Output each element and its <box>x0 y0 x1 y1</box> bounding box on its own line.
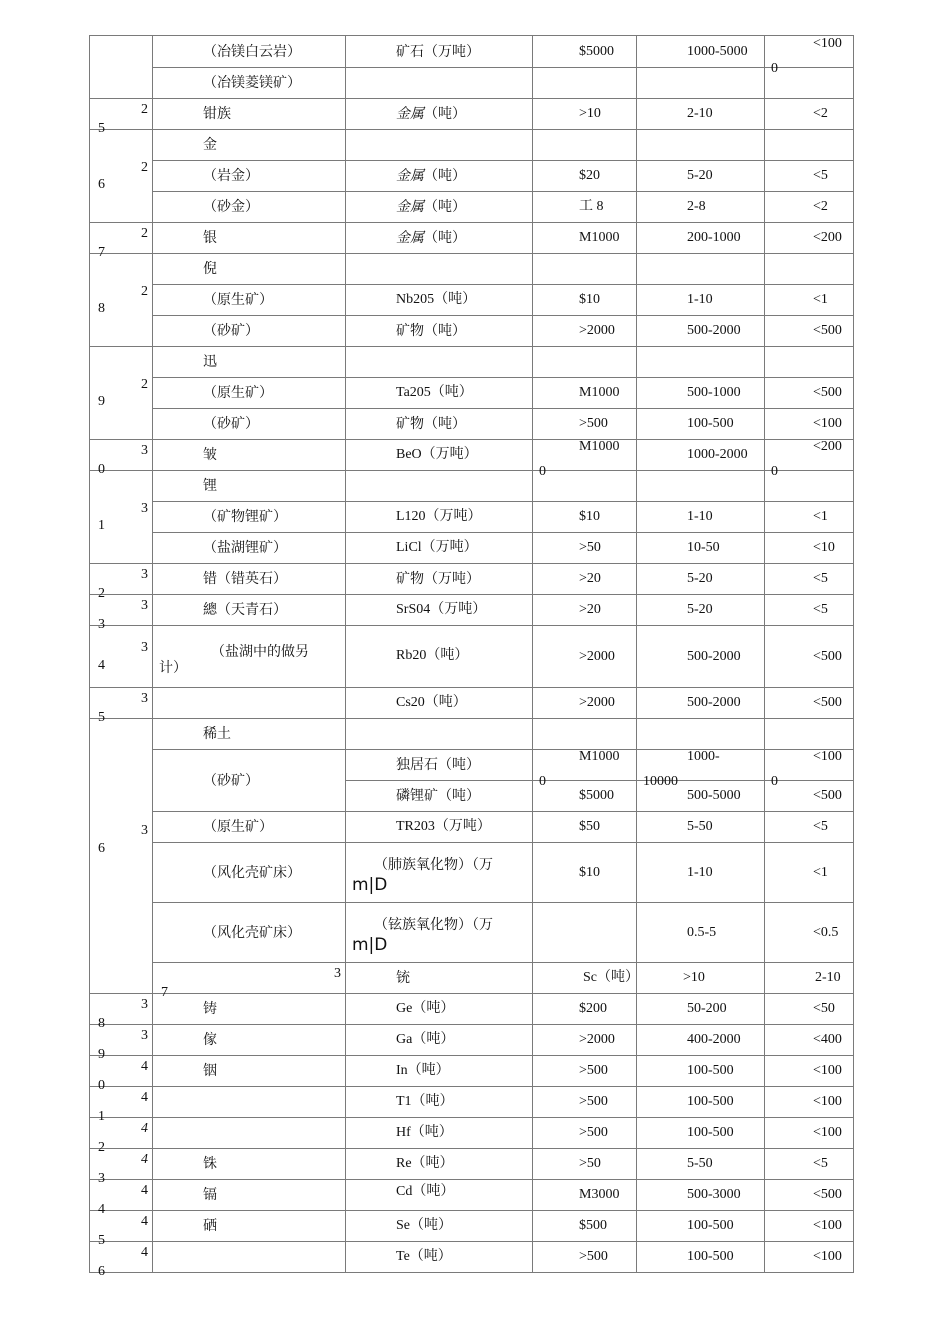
row-number-2: 4 <box>98 1202 105 1217</box>
unit-line2: m|D <box>352 934 388 955</box>
row-number-cell <box>90 99 153 136</box>
row-number-cell <box>90 254 153 347</box>
unit-cell: SrS04（万吨） <box>346 595 533 626</box>
large-scale: $10 <box>533 843 637 903</box>
row-number-cell <box>90 1180 153 1217</box>
mineral-name: 锂 <box>153 471 346 502</box>
mineral-name: 钳族 <box>153 99 346 130</box>
row-number-2: 7 <box>98 245 105 260</box>
table-row <box>90 719 854 750</box>
table-row <box>90 564 854 595</box>
mineral-name: 迅 <box>153 347 346 378</box>
row-number-cell <box>90 1211 153 1248</box>
table-row <box>90 963 854 994</box>
row-number-cell <box>90 719 153 994</box>
unit-cell: Hf（吨） <box>346 1118 533 1149</box>
row-number-2: 2 <box>98 1140 105 1155</box>
small-scale: <0.5 <box>765 903 854 963</box>
row-number: 3 <box>334 966 341 981</box>
row-number-cell <box>90 36 153 99</box>
mineral-name: 硒 <box>153 1211 346 1242</box>
large-scale: >10 <box>637 963 765 994</box>
medium-scale: 100-500 <box>637 409 765 440</box>
row-number-cell <box>90 564 153 601</box>
small-scale: <5 <box>765 564 854 595</box>
row-number-2: 1 <box>98 1109 105 1124</box>
small-value: <100 <box>813 749 842 764</box>
unit-cell: Te（吨） <box>346 1242 533 1273</box>
unit-cell: 磷锂矿（吨） <box>346 781 533 812</box>
small-scale: <500 <box>765 688 854 719</box>
mineral-name: 铳 <box>346 963 533 994</box>
unit-cell: 独居石（吨） <box>346 750 533 781</box>
table-row <box>90 688 854 719</box>
unit-cell: L120（万吨） <box>346 502 533 533</box>
table-row <box>90 843 854 903</box>
small-scale: <200 <box>765 223 854 254</box>
medium-scale: 1000-5000 <box>637 36 765 68</box>
medium-scale: 10-50 <box>637 533 765 564</box>
row-number: 3 <box>141 1028 148 1043</box>
table-row <box>90 1025 854 1056</box>
row-number-2: 8 <box>98 301 105 316</box>
large-value: M1000 <box>579 439 620 454</box>
row-number: 3 <box>141 640 148 655</box>
large-scale: $200 <box>533 994 637 1025</box>
mineral-name <box>153 1242 346 1273</box>
row-number-cell <box>90 1242 153 1279</box>
table-row <box>90 99 854 130</box>
mineral-name: （砂金） <box>153 192 346 223</box>
row-number: 3 <box>141 598 148 613</box>
large-scale: >2000 <box>533 316 637 347</box>
row-number-cell <box>90 223 153 260</box>
row-number-cell <box>90 688 153 725</box>
large-scale: >500 <box>533 1056 637 1087</box>
unit-cell: LiCl（万吨） <box>346 533 533 564</box>
small-scale: <500 <box>765 626 854 688</box>
medium-scale: 500-2000 <box>637 316 765 347</box>
row-number-2: 6 <box>98 841 105 856</box>
medium-value: 1000- <box>687 749 720 764</box>
row-number: 4 <box>141 1152 148 1167</box>
row-number: 2 <box>141 102 148 117</box>
unit-cell <box>346 903 533 963</box>
row-number-cell <box>153 963 346 1000</box>
medium-scale: 400-2000 <box>637 1025 765 1056</box>
unit-cell: Ta205（吨） <box>346 378 533 409</box>
table-row <box>90 812 854 843</box>
row-number: 2 <box>141 226 148 241</box>
mineral-name: 倪 <box>153 254 346 285</box>
row-number: 3 <box>141 691 148 706</box>
mineral-name: （盐湖锂矿） <box>153 533 346 564</box>
large-scale: >2000 <box>533 688 637 719</box>
table-row <box>90 440 854 471</box>
row-number: 3 <box>141 443 148 458</box>
medium-scale: 1000-2000 <box>637 440 765 471</box>
row-number: 2 <box>141 160 148 175</box>
table-row <box>90 1087 854 1118</box>
large-scale: >2000 <box>533 1025 637 1056</box>
table-row <box>90 994 854 1025</box>
medium-scale: 2-10 <box>765 963 854 994</box>
mineral-name: （原生矿） <box>153 378 346 409</box>
small-scale: <500 <box>765 378 854 409</box>
unit-cell: Re（吨） <box>346 1149 533 1180</box>
row-number-cell <box>90 1118 153 1155</box>
unit-cell: 矿石（万吨） <box>346 36 533 68</box>
row-number-cell <box>90 347 153 440</box>
small-value: <100 <box>813 35 842 51</box>
medium-scale: 500-2000 <box>637 688 765 719</box>
small-scale: <100 <box>765 1087 854 1118</box>
small-scale: <100 <box>765 409 854 440</box>
row-number-cell <box>90 471 153 564</box>
large-scale <box>533 439 637 479</box>
mineral-name: 银 <box>153 223 346 254</box>
small-scale: <500 <box>765 316 854 347</box>
row-number-2: 3 <box>98 1171 105 1186</box>
small-scale: <10 <box>765 533 854 564</box>
row-number-2: 6 <box>98 177 105 192</box>
small-scale: <100 <box>765 1056 854 1087</box>
mineral-name: 铸 <box>153 994 346 1025</box>
small-scale: <400 <box>765 1025 854 1056</box>
medium-scale: 5-20 <box>637 161 765 192</box>
large-scale: >50 <box>533 1149 637 1180</box>
medium-scale: 1-10 <box>637 843 765 903</box>
large-scale <box>533 749 637 789</box>
table-row <box>90 1211 854 1242</box>
unit-cell: In（吨） <box>346 1056 533 1087</box>
row-number-2: 0 <box>98 1078 105 1093</box>
row-number-2: 9 <box>98 1047 105 1062</box>
mineral-name: （风化壳矿床） <box>153 903 346 963</box>
medium-scale: 50-200 <box>637 994 765 1025</box>
mineral-name: （原生矿） <box>153 812 346 843</box>
large-scale: $10 <box>533 502 637 533</box>
row-number: 3 <box>141 823 148 838</box>
medium-scale: 1-10 <box>637 285 765 316</box>
mineral-name: 铟 <box>153 1056 346 1087</box>
row-number-2: 5 <box>98 710 105 725</box>
mineral-name-line2: 计） <box>159 659 187 676</box>
small-wrap: 0 <box>771 464 778 479</box>
medium-scale: 0.5-5 <box>637 903 765 963</box>
table-row <box>90 68 854 99</box>
large-scale: >50 <box>533 533 637 564</box>
table-row <box>90 903 854 963</box>
row-number: 4 <box>141 1214 148 1229</box>
unit-cell: 矿物（万吨） <box>346 564 533 595</box>
unit-cell: 矿物（吨） <box>346 316 533 347</box>
medium-scale: 100-500 <box>637 1211 765 1242</box>
mineral-name: （冶镁白云岩） <box>153 36 346 68</box>
row-number-cell <box>90 1025 153 1062</box>
mineral-name: 傢 <box>153 1025 346 1056</box>
mineral-name: （砂矿） <box>153 316 346 347</box>
small-scale: <100 <box>765 1211 854 1242</box>
small-scale <box>765 35 854 76</box>
unit-cell: 金属（吨） <box>346 99 533 130</box>
row-number: 4 <box>141 1121 148 1136</box>
small-scale <box>765 749 854 789</box>
row-number-2: 3 <box>98 617 105 632</box>
large-scale: >20 <box>533 595 637 626</box>
small-scale: <50 <box>765 994 854 1025</box>
table-row <box>90 502 854 533</box>
table-row <box>90 1242 854 1273</box>
unit-cell: BeO（万吨） <box>346 440 533 471</box>
large-scale: $50 <box>533 812 637 843</box>
unit-line2: m|D <box>352 874 388 895</box>
mineral-name <box>153 1087 346 1118</box>
large-scale: 工 8 <box>533 192 637 223</box>
large-scale: >20 <box>533 564 637 595</box>
row-number-2: 8 <box>98 1016 105 1031</box>
small-scale: <5 <box>765 812 854 843</box>
row-number-2: 6 <box>98 1264 105 1279</box>
medium-scale: 2-8 <box>637 192 765 223</box>
large-scale: >500 <box>533 409 637 440</box>
table-row <box>90 192 854 223</box>
medium-scale: 200-1000 <box>637 223 765 254</box>
medium-scale: 100-500 <box>637 1118 765 1149</box>
mineral-reserve-table <box>89 35 854 1279</box>
medium-scale: 500-1000 <box>637 378 765 409</box>
table-row <box>90 285 854 316</box>
large-scale: $5000 <box>533 781 637 812</box>
medium-scale: 5-50 <box>637 1149 765 1180</box>
medium-scale: 5-50 <box>637 812 765 843</box>
unit-cell: Ga（吨） <box>346 1025 533 1056</box>
unit-line1: （肺族氧化物）（万 <box>374 856 493 873</box>
unit-cell: Se（吨） <box>346 1211 533 1242</box>
small-scale: <5 <box>765 595 854 626</box>
small-scale: <1 <box>765 843 854 903</box>
small-value: <200 <box>813 439 842 454</box>
large-scale: M3000 <box>533 1180 637 1211</box>
large-scale: >500 <box>533 1242 637 1273</box>
table-row <box>90 316 854 347</box>
medium-scale: 1-10 <box>637 502 765 533</box>
table-row <box>90 254 854 285</box>
small-scale: <500 <box>765 781 854 812</box>
mineral-name: 皱 <box>153 440 346 471</box>
small-scale: <2 <box>765 99 854 130</box>
small-scale: <500 <box>765 1180 854 1211</box>
mineral-name: 金 <box>153 130 346 161</box>
large-value: M1000 <box>579 749 620 764</box>
medium-scale: 5-20 <box>637 595 765 626</box>
table-row <box>90 1149 854 1180</box>
large-scale: >500 <box>533 1087 637 1118</box>
table-row <box>90 347 854 378</box>
table-row <box>90 1118 854 1149</box>
unit-cell: T1（吨） <box>346 1087 533 1118</box>
mineral-name <box>153 1118 346 1149</box>
row-number-2: 0 <box>98 462 105 477</box>
row-number: 3 <box>141 501 148 516</box>
large-scale: $20 <box>533 161 637 192</box>
unit-cell: 金属（吨） <box>346 192 533 223</box>
mineral-name <box>153 688 346 719</box>
row-number-cell <box>90 1087 153 1124</box>
medium-scale: 500-2000 <box>637 626 765 688</box>
row-number: 3 <box>141 997 148 1012</box>
unit-cell: Ge（吨） <box>346 994 533 1025</box>
row-number-2: 9 <box>98 394 105 409</box>
table-row <box>90 1056 854 1087</box>
row-number-cell <box>90 1149 153 1186</box>
medium-scale: 100-500 <box>637 1087 765 1118</box>
table-row <box>90 378 854 409</box>
unit-cell: 金属（吨） <box>346 161 533 192</box>
table-row <box>90 626 854 688</box>
medium-scale: 500-5000 <box>637 781 765 812</box>
table-row <box>90 223 854 254</box>
row-number: 2 <box>141 377 148 392</box>
medium-scale: 500-3000 <box>637 1180 765 1211</box>
unit-line1: （铉族氧化物）（万 <box>374 916 493 933</box>
large-scale: $500 <box>533 1211 637 1242</box>
row-number: 4 <box>141 1183 148 1198</box>
large-wrap: 0 <box>539 464 546 479</box>
unit-cell: TR203（万吨） <box>346 812 533 843</box>
medium-scale: 2-10 <box>637 99 765 130</box>
table-row <box>90 1180 854 1211</box>
row-number: 4 <box>141 1245 148 1260</box>
table-row <box>90 130 854 161</box>
row-number-2: 5 <box>98 121 105 136</box>
small-scale: <1 <box>765 285 854 316</box>
mineral-name: （岩金） <box>153 161 346 192</box>
mineral-name: 總（天青石） <box>153 595 346 626</box>
table-row <box>90 471 854 502</box>
large-scale: >10 <box>533 99 637 130</box>
mineral-name: 镉 <box>153 1180 346 1211</box>
small-scale: <100 <box>765 1118 854 1149</box>
medium-scale: 5-20 <box>637 564 765 595</box>
unit-cell: Cs20（吨） <box>346 688 533 719</box>
row-number-2: 1 <box>98 518 105 533</box>
row-number-cell <box>90 994 153 1031</box>
mineral-name <box>153 626 346 688</box>
row-number: 2 <box>141 284 148 299</box>
medium-scale: 100-500 <box>637 1056 765 1087</box>
row-number: 3 <box>141 567 148 582</box>
mineral-name: （砂矿） <box>153 409 346 440</box>
large-wrap: 0 <box>539 774 546 789</box>
table-row <box>90 595 854 626</box>
large-scale: >500 <box>533 1118 637 1149</box>
unit-cell: Sc（吨） <box>533 963 637 994</box>
large-scale <box>533 903 637 963</box>
unit-cell: Rb20（吨） <box>346 626 533 688</box>
small-scale <box>765 439 854 479</box>
medium-wrap: 10000 <box>643 774 678 789</box>
small-scale: <1 <box>765 502 854 533</box>
unit-cell: 金属（吨） <box>346 223 533 254</box>
table-row <box>90 750 854 781</box>
row-number-cell <box>90 130 153 223</box>
row-number-cell <box>90 1056 153 1093</box>
mineral-name: （风化壳矿床） <box>153 843 346 903</box>
mineral-name: 稀土 <box>153 719 346 750</box>
small-scale: <5 <box>765 1149 854 1180</box>
row-number: 4 <box>141 1059 148 1074</box>
row-number-2: 5 <box>98 1233 105 1248</box>
mineral-name-line1: （盐湖中的做另 <box>211 643 309 660</box>
row-number-2: 2 <box>98 586 105 601</box>
table-row <box>90 533 854 564</box>
unit-cell <box>346 843 533 903</box>
mineral-name: 错（错英石） <box>153 564 346 595</box>
row-number: 4 <box>141 1090 148 1105</box>
row-number-cell <box>90 626 153 688</box>
large-scale: $10 <box>533 285 637 316</box>
row-number-2: 7 <box>161 985 168 1000</box>
table-row <box>90 409 854 440</box>
large-scale: $5000 <box>533 36 637 68</box>
unit-cell: 矿物（吨） <box>346 409 533 440</box>
large-scale: M1000 <box>533 378 637 409</box>
large-scale: M1000 <box>533 223 637 254</box>
unit-cell: Cd（吨） <box>346 1180 533 1211</box>
unit-cell: Nb205（吨） <box>346 285 533 316</box>
table-row <box>90 161 854 192</box>
row-number-cell <box>90 595 153 632</box>
mineral-name: （原生矿） <box>153 285 346 316</box>
mineral-name: 铢 <box>153 1149 346 1180</box>
large-scale: >2000 <box>533 626 637 688</box>
small-scale: <100 <box>765 1242 854 1273</box>
mineral-name: （矿物锂矿） <box>153 502 346 533</box>
small-scale: <2 <box>765 192 854 223</box>
small-scale: <5 <box>765 161 854 192</box>
row-number-cell <box>90 440 153 477</box>
mineral-name: （砂矿） <box>153 750 346 812</box>
medium-scale: 100-500 <box>637 1242 765 1273</box>
medium-scale <box>637 749 765 789</box>
small-wrap: 0 <box>771 774 778 789</box>
row-number-2: 4 <box>98 658 105 673</box>
table-row <box>90 36 854 68</box>
small-wrap: 0 <box>771 61 778 76</box>
mineral-name: （冶镁菱镁矿） <box>153 68 346 99</box>
